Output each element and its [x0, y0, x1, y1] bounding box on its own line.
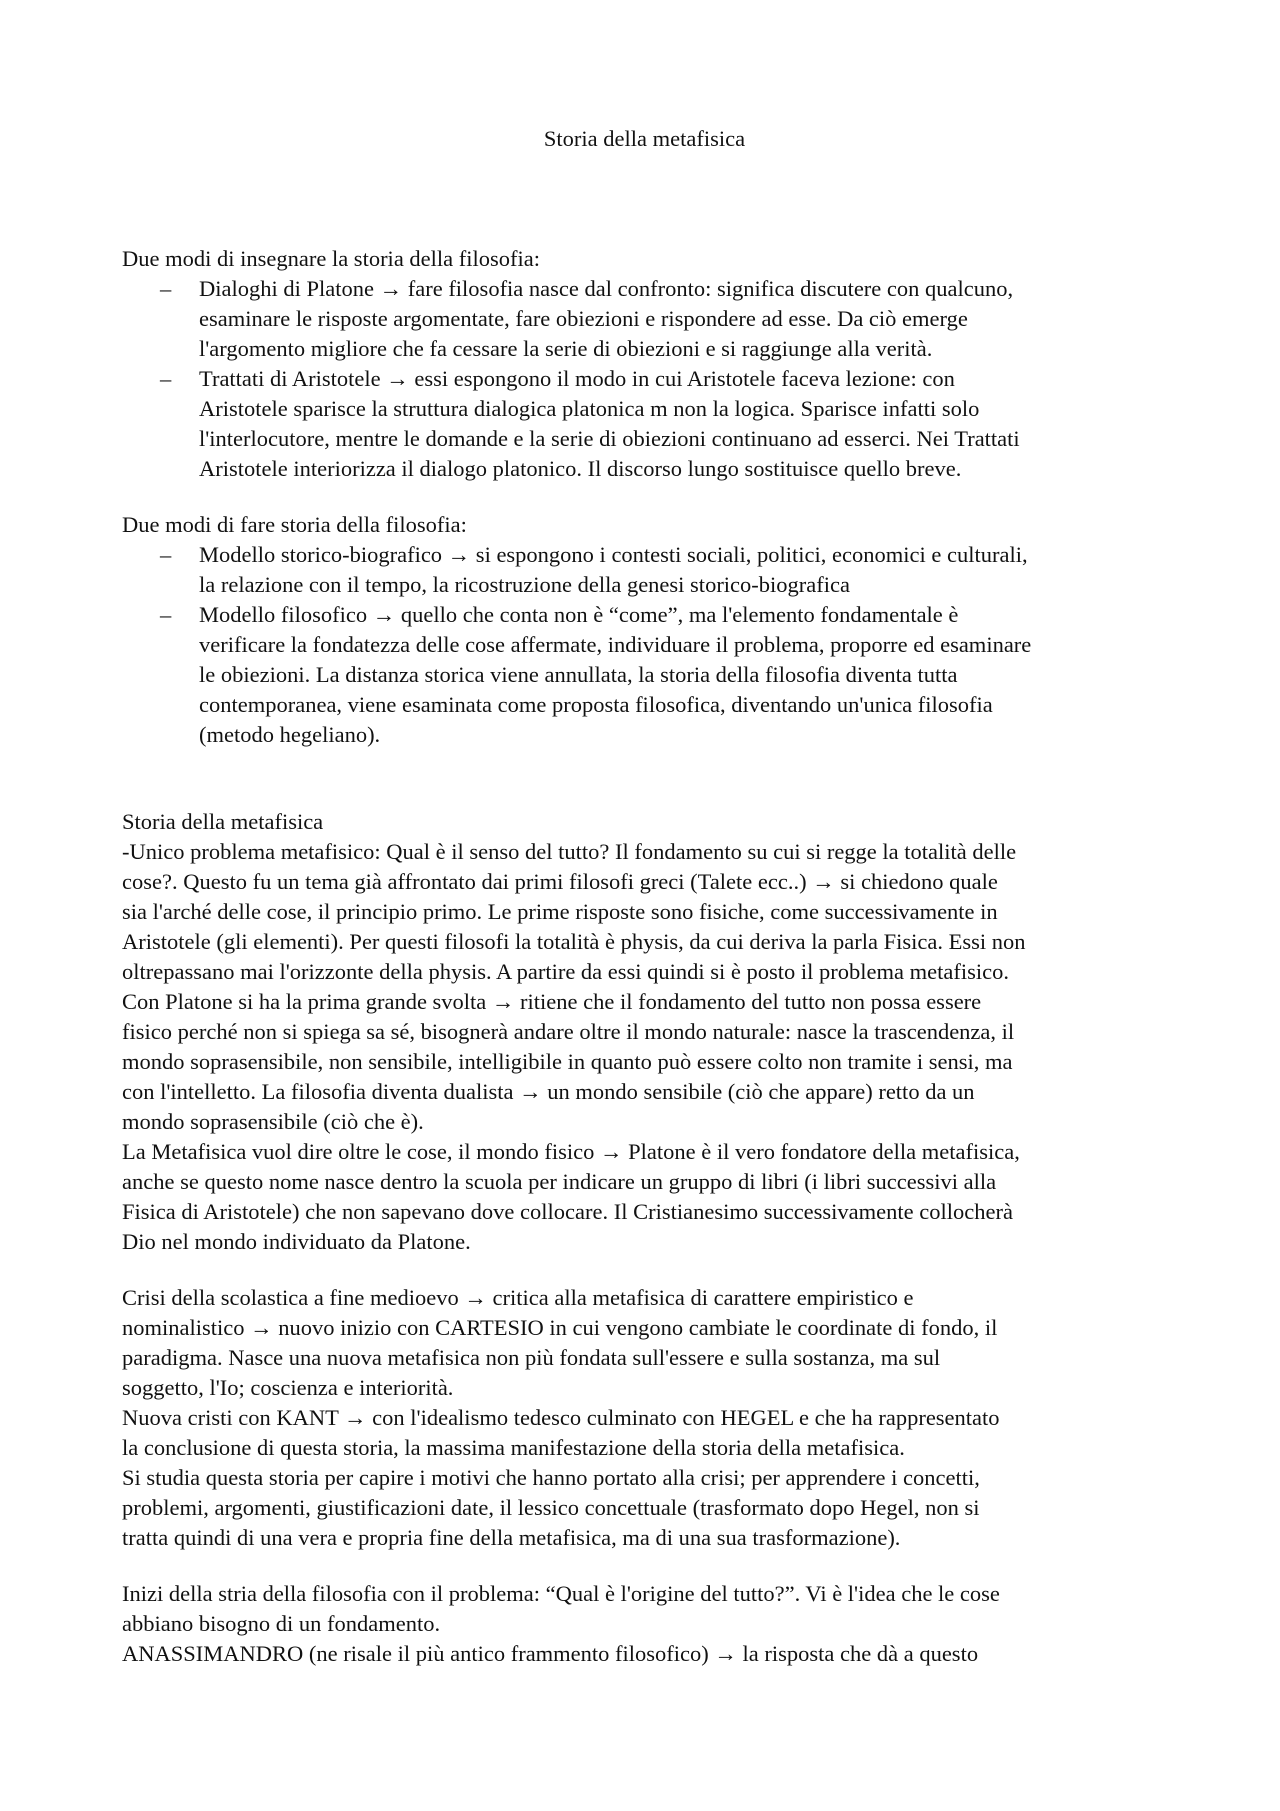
text-line: la conclusione di questa storia, la massima manifestazione della storia della metafisica. — [122, 1435, 905, 1460]
document-title: Storia della metafisica — [543, 126, 746, 151]
text-line: anche se questo nome nasce dentro la scuola per indicare un gruppo di libri (i libri successivi alla — [122, 1169, 997, 1194]
text-line: nominalistico → nuovo inizio con CARTESIO in cui vengono cambiate le coordinate di fondo, il — [122, 1315, 998, 1340]
text-line: Nuova cristi con KANT → con l'idealismo tedesco culminato con HEGEL e che ha rappresentato — [122, 1405, 1000, 1430]
bullet-list — [122, 274, 1167, 484]
text-line: Fisica di Aristotele) che non sapevano dove collocare. Il Cristianesimo successivamente collocherà — [122, 1199, 1013, 1224]
text-line: Si studia questa storia per capire i motivi che hanno portato alla crisi; per apprendere i concetti, — [122, 1465, 980, 1490]
text-line: abbiano bisogno di un fondamento. — [122, 1611, 441, 1636]
text-line: cose?. Questo fu un tema già affrontato dai primi filosofi greci (Talete ecc..) → si chiedono quale — [122, 869, 998, 894]
section-crisi-scolastica — [122, 1283, 1167, 1553]
text-line: mondo soprasensibile, non sensibile, intelligibile in quanto può essere colto non tramite i sensi, ma — [122, 1049, 1013, 1074]
text-line: paradigma. Nasce una nuova metafisica non più fondata sull'essere e sulla sostanza, ma sul — [122, 1345, 941, 1370]
text-line: Inizi della stria della filosofia con il problema: “Qual è l'origine del tutto?”. Vi è l'idea che le cose — [122, 1581, 1000, 1606]
dash-marker: – — [160, 276, 172, 301]
text-line: Dio nel mondo individuato da Platone. — [122, 1229, 471, 1254]
bullet-item-trattati — [122, 364, 1167, 484]
text-line: Aristotele interiorizza il dialogo platonico. Il discorso lungo sostituisce quello breve. — [199, 456, 962, 481]
text-line: l'argomento migliore che fa cessare la serie di obiezioni e si raggiunge alla verità. — [199, 336, 933, 361]
text-line: Trattati di Aristotele → essi espongono il modo in cui Aristotele faceva lezione: con — [199, 366, 955, 391]
bullet-item-filosofico — [122, 600, 1167, 750]
section-fare-storia — [122, 510, 1167, 750]
bullet-item-dialoghi — [122, 274, 1167, 364]
text-line: esaminare le risposte argomentate, fare obiezioni e rispondere ad esse. Da ciò emerge — [199, 306, 968, 331]
section-storia-metafisica — [122, 807, 1167, 1257]
text-line: ANASSIMANDRO (ne risale il più antico frammento filosofico) → la risposta che dà a questo — [122, 1641, 979, 1666]
text-line: sia l'arché delle cose, il principio primo. Le prime risposte sono fisiche, come successivamente in — [122, 899, 998, 924]
text-line: Aristotele (gli elementi). Per questi filosofi la totalità è physis, da cui deriva la parla Fisica. Essi non — [122, 929, 1026, 954]
section-heading: Due modi di insegnare la storia della filosofia: — [122, 246, 541, 271]
text-line: Aristotele sparisce la struttura dialogica platonica m non la logica. Sparisce infatti solo — [199, 396, 980, 421]
text-line: con l'intelletto. La filosofia diventa dualista → un mondo sensibile (ciò che appare) retto da un — [122, 1079, 975, 1104]
text-line: l'interlocutore, mentre le domande e la serie di obiezioni continuano ad esserci. Nei Trattati — [199, 426, 1020, 451]
text-line: verificare la fondatezza delle cose affermate, individuare il problema, proporre ed esaminare — [199, 632, 1032, 657]
text-line: Con Platone si ha la prima grande svolta → ritiene che il fondamento del tutto non possa essere — [122, 989, 982, 1014]
text-line: la relazione con il tempo, la ricostruzione della genesi storico-biografica — [199, 572, 850, 597]
section-insegnare — [122, 244, 1167, 484]
text-line: (metodo hegeliano). — [199, 722, 381, 747]
dash-marker: – — [160, 366, 172, 391]
text-line: Dialoghi di Platone → fare filosofia nasce dal confronto: significa discutere con qualcuno, — [199, 276, 1014, 301]
text-line: le obiezioni. La distanza storica viene annullata, la storia della filosofia diventa tutta — [199, 662, 958, 687]
text-line: -Unico problema metafisico: Qual è il senso del tutto? Il fondamento su cui si regge la totalità delle — [122, 839, 1017, 864]
text-line: fisico perché non si spiega sa sé, bisognerà andare oltre il mondo naturale: nasce la trascendenza, il — [122, 1019, 1015, 1044]
section-heading: Storia della metafisica — [122, 809, 324, 834]
text-line: tratta quindi di una vera e propria fine della metafisica, ma di una sua trasformazione). — [122, 1525, 901, 1550]
dash-marker: – — [160, 542, 172, 567]
text-line: Modello storico-biografico → si espongono i contesti sociali, politici, economici e culturali, — [199, 542, 1028, 567]
bullet-item-storico-biografico — [122, 540, 1167, 600]
bullet-list — [122, 540, 1167, 750]
text-line: problemi, argomenti, giustificazioni date, il lessico concettuale (trasformato dopo Hegel, non si — [122, 1495, 980, 1520]
text-line: oltrepassano mai l'orizzonte della physis. A partire da essi quindi si è posto il problema metafisico. — [122, 959, 1009, 984]
dash-marker: – — [160, 602, 172, 627]
text-line: mondo soprasensibile (ciò che è). — [122, 1109, 424, 1134]
text-line: contemporanea, viene esaminata come proposta filosofica, diventando un'unica filosofia — [199, 692, 993, 717]
text-line: Crisi della scolastica a fine medioevo → critica alla metafisica di carattere empiristico e — [122, 1285, 914, 1310]
section-inizi — [122, 1579, 1167, 1669]
section-heading: Due modi di fare storia della filosofia: — [122, 512, 467, 537]
text-line: soggetto, l'Io; coscienza e interiorità. — [122, 1375, 454, 1400]
text-line: La Metafisica vuol dire oltre le cose, il mondo fisico → Platone è il vero fondatore della metafisica, — [122, 1139, 1020, 1164]
text-line: Modello filosofico → quello che conta non è “come”, ma l'elemento fondamentale è — [199, 602, 959, 627]
